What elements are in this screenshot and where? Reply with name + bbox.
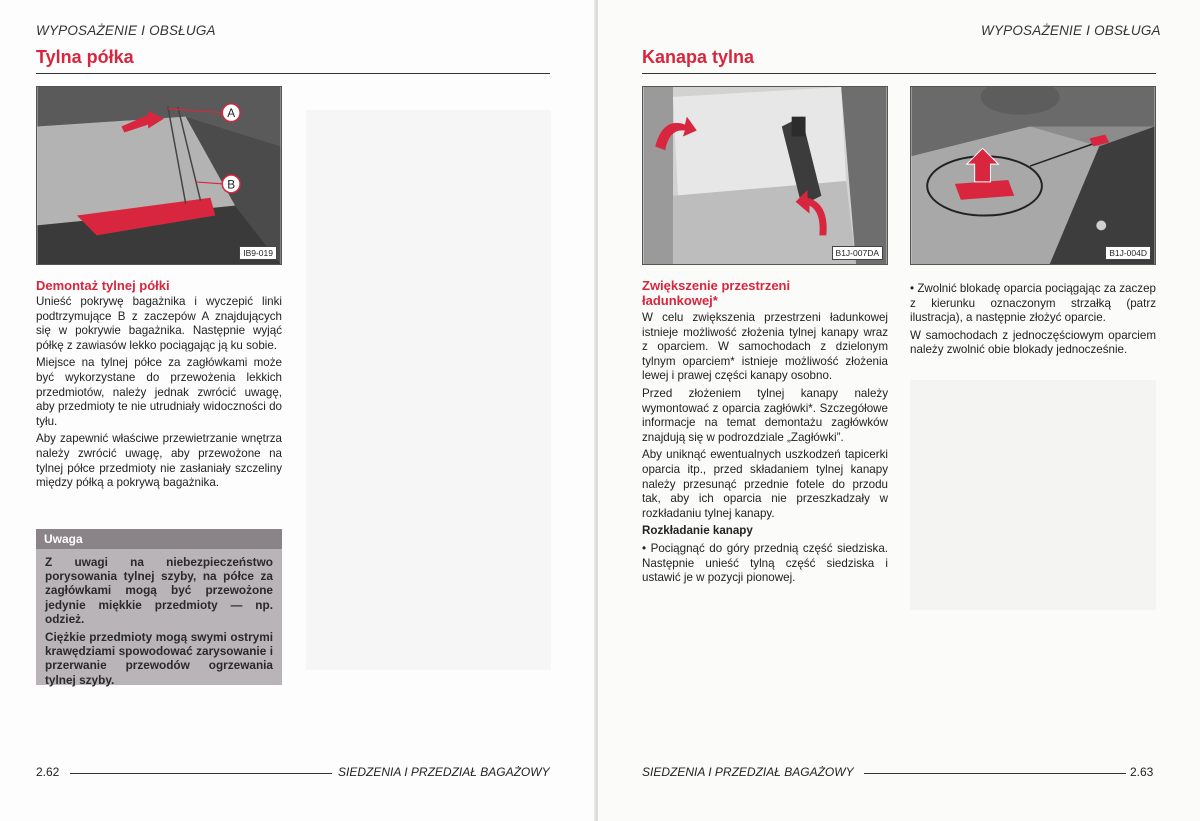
footer-chapter-right: SIEDZENIA I PRZEDZIAŁ BAGAŻOWY [642,765,854,779]
figure-backrest-latch [910,86,1156,265]
subheading-unfolding: Rozkładanie kanapy [642,524,753,538]
door-striker-shape [1096,220,1106,230]
title-rule-left [36,73,550,74]
belt-buckle-shape [792,117,806,137]
subheading-shelf-removal: Demontaż tylnej półki [36,278,170,293]
paragraph-shelf-3: Aby zapewnić właściwe przewietrzanie wnętrza należy zwrócić uwagę, aby przewożone na tylnej półce przedmioty nie zasłaniały szczeliny między półką a pokrywą bagażnika. [36,432,282,490]
figure-code-b1j-007da: B1J-007DA [832,246,883,260]
running-head-left: WYPOSAŻENIE I OBSŁUGA [36,23,216,38]
bullet-unfolding-1: • Pociągnąć do góry przednią część siedziska. Następnie unieść tylną część siedziska i ustawić je w pozycji pionowej. [642,541,888,585]
footer-rule-right [864,773,1126,774]
figure-seat-cushion [642,86,888,265]
bullet-release-latch: • Zwolnić blokadę oparcia pociągając za zaczep z kierunku oznaczonym strzałką (patrz ilustracja), a następnie złożyć oparcie. [910,282,1156,325]
paragraph-shelf-1: Unieść pokrywę bagażnika i wyczepić linki podtrzymujące B z zaczepów A znajdujących się w pokrywie bagażnika. Następnie wyjąć półkę z zawiasów lekko pociągając ją ku sobie. [36,295,282,352]
warning-note-title: Uwaga [36,529,282,549]
warning-note-body [36,549,282,695]
paragraph-cargo-1: W celu zwiększenia przestrzeni ładunkowej istnieje możliwość złożenia tylnej kanapy wraz z oparciem. W samochodach z dzielonym tylnym oparciem* istnieje możliwość złożenia lewej i prawej części kanapy osobno. [642,311,888,383]
bleed-through-area-left [306,110,551,670]
body-text-latch [910,282,1156,361]
subheading-cargo-space: Zwiększenie przestrzeni ładunkowej* [642,278,791,308]
paragraph-shelf-2: Miejsce na tylnej półce za zagłówkami może być wykorzystane do przewożenia lekkich przedmiotów, należy jednak zwrócić uwagę, aby przedmioty te nie utrudniały widoczności do tyłu. [36,356,282,428]
callout-a-label: A [227,106,236,121]
footer-rule-left [70,773,332,774]
paragraph-cargo-2: Przed złożeniem tylnej kanapy należy wymontować z oparcia zagłówki*. Szczegółowe informacje na temat demontażu zagłówków znajdują się w podrozdziale „Zagłówki”. [642,386,888,444]
backrest-latch-illustration [911,87,1155,264]
callout-b-label: B [227,177,236,192]
figure-code-ib9-019: IB9-019 [239,246,277,260]
paragraph-one-piece-backrest: W samochodach z jednoczęściowym oparciem należy zwolnić obie blokady jednocześnie. [910,328,1156,357]
bleed-through-area-right [910,380,1156,610]
running-head-right: WYPOSAŻENIE I OBSŁUGA [981,23,1161,38]
section-title-shelf: Tylna półka [36,47,134,67]
figure-rear-shelf [36,86,282,265]
title-rule-right [642,73,1156,74]
page-number-right: 2.63 [1130,765,1154,779]
body-text-cargo [642,311,888,589]
left-page [0,0,596,821]
warning-note-paragraph-1: Z uwagi na niebezpieczeństwo porysowania tylnej szyby, na półce za zagłówkami mogą być przewożone jedynie miękkie przedmioty — np. odzież. [45,555,273,626]
seat-cushion-illustration [643,87,887,264]
rear-shelf-illustration [37,87,281,264]
body-text-shelf [36,295,282,494]
footer-chapter-left: SIEDZENIA I PRZEDZIAŁ BAGAŻOWY [338,765,550,779]
warning-note-paragraph-2: Ciężkie przedmioty mogą swymi ostrymi krawędziami spowodować zarysowanie i przerwanie przewodów ogrzewania tylnej szyby. [45,630,273,687]
right-page [598,0,1200,821]
section-title-rear-bench: Kanapa tylna [642,47,755,67]
figure-code-b1j-004d: B1J-004D [1105,246,1151,260]
warning-note-box [36,529,282,685]
page-number-left: 2.62 [36,765,60,779]
paragraph-cargo-3: Aby uniknąć ewentualnych uszkodzeń tapicerki oparcia itp., przed składaniem tylnej kanapy należy przesunąć przednie fotele do przodu tak, aby ich oparcia nie przeszkadzały w rozkładaniu tylnej kanapy. [642,448,888,520]
